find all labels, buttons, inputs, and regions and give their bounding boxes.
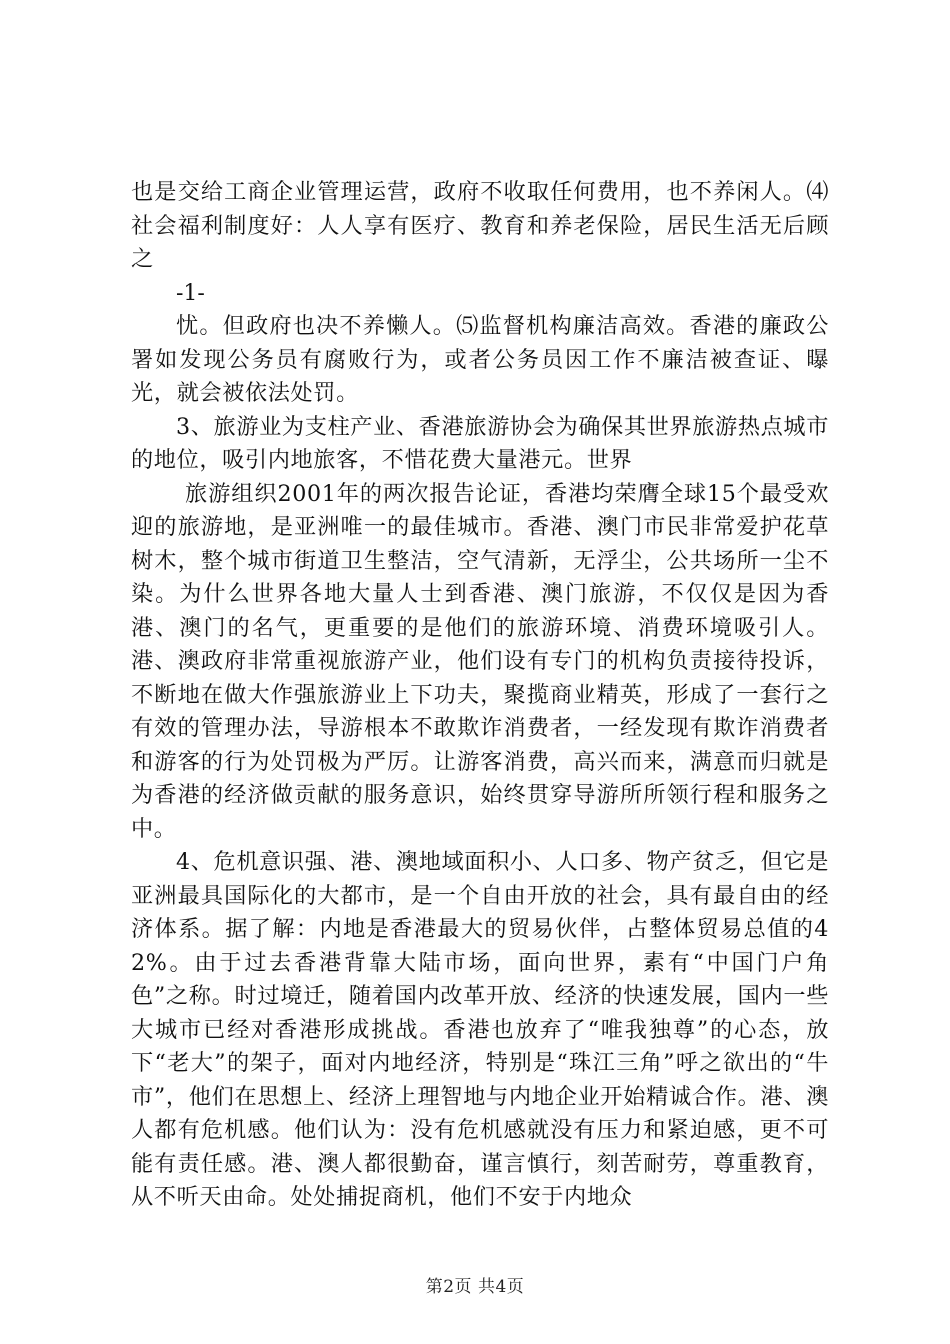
paragraph-3: 3、旅游业为支柱产业、香港旅游协会为确保其世界旅游热点城市的地位，吸引内地旅客，不惜花费大量港元。世界 (131, 413, 829, 473)
page-footer: 第2页 共4页 (425, 1277, 525, 1297)
paragraph-4: 旅游组织2001年的两次报告论证，香港均荣膺全球15个最受欢迎的旅游地，是亚洲唯一的最佳城市。香港、澳门市民非常爱护花草树木，整个城市街道卫生整洁，空气清新，无浮尘，公共场所一尘不染。为什么世界各地大量人士到香港、澳门旅游，不仅仅是因为香港、澳门的名气，更重要的是他们的旅游环境、消费环境吸引人。港、澳政府非常重视旅游产业，他们设有专门的机构负责接待投诉，不断地在做大作强旅游业上下功夫，聚揽商业精英，形成了一套行之有效的管理办法，导游根本不敢欺诈消费者，一经发现有欺诈消费者和游客的行为处罚极为严厉。让游客消费，高兴而来，满意而归就是为香港的经济做贡献的服务意识，始终贯穿导游所所领行程和服务之中。 (131, 480, 829, 842)
paragraph-5: 4、危机意识强、港、澳地域面积小、人口多、物产贫乏，但它是亚洲最具国际化的大都市，是一个自由开放的社会，具有最自由的经济体系。据了解：内地是香港最大的贸易伙伴，占整体贸易总值的42%。由于过去香港背靠大陆市场，面向世界，素有“中国门户角色”之称。时过境迁，随着国内改革开放、经济的快速发展，国内一些大城市已经对香港形成挑战。香港也放弃了“唯我独尊”的心态，放下“老大”的架子，面对内地经济，特别是“珠江三角”呼之欲出的“牛市”，他们在思想上、经济上理智地与内地企业开始精诚合作。港、澳人都有危机感。他们认为：没有危机感就没有压力和紧迫感，更不可能有责任感。港、澳人都很勤奋，谨言慎行，刻苦耐劳，尊重教育，从不听天由命。处处捕捉商机，他们不安于内地众 (131, 849, 829, 1210)
inline-page-marker: -1- (176, 280, 205, 306)
paragraph-2: 忧。但政府也决不养懒人。⑸监督机构廉洁高效。香港的廉政公署如发现公务员有腐败行为，或者公务员因工作不廉洁被查证、曝光，就会被依法处罚。 (131, 313, 829, 406)
document-body (131, 176, 829, 1215)
paragraph-1: 也是交给工商企业管理运营，政府不收取任何费用，也不养闲人。⑷社会福利制度好：人人享有医疗、教育和养老保险，居民生活无后顾之 (131, 179, 829, 272)
